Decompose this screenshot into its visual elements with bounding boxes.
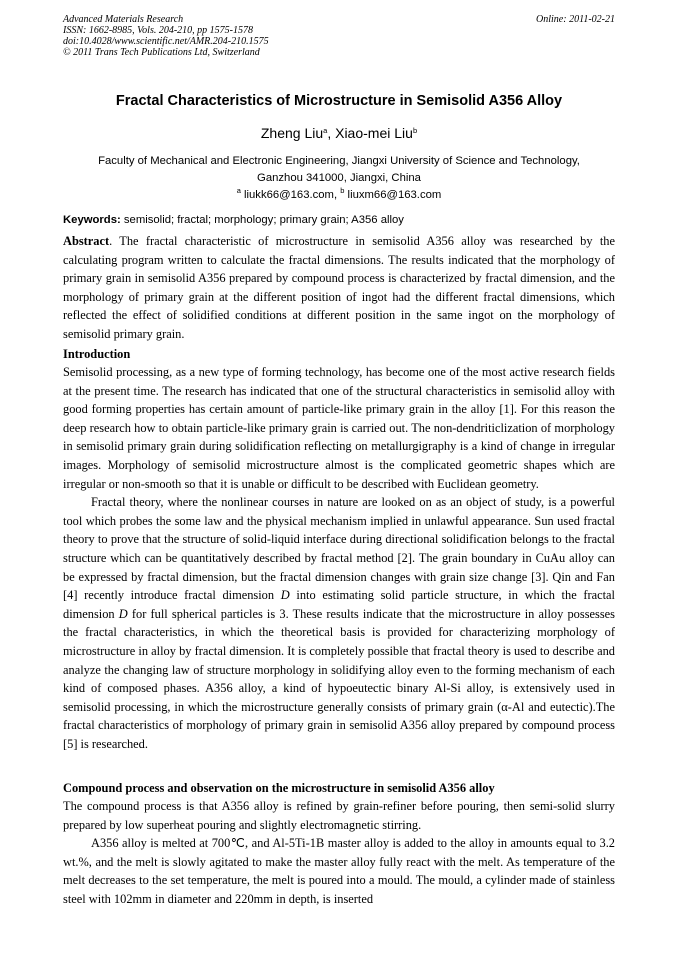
abstract [63, 232, 615, 344]
affiliation-line: Ganzhou 341000, Jiangxi, China [257, 172, 421, 184]
keywords-text: semisolid; fractal; morphology; primary grain; A356 alloy [120, 214, 404, 226]
paragraph-text: Fractal theory, where the nonlinear courses in nature are looked on as an object of study, is a powerful tool which probes the some law and the physical mechanism implied in unlawful appearance. Sun used fractal theory to prove that the structure of solid-liquid interface during directional solidification belongs to the fractal structure which can be quantitatively described by fractal method [2]. The grain boundary in CuAu alloy can be expressed by fractal dimension, but the fractal dimension changes with grain size change [3]. Qin and Fan [4] recently introduce fractal dimension [63, 495, 615, 603]
copyright-line: © 2011 Trans Tech Publications Ltd, Switzerland [63, 47, 260, 58]
paragraph: A356 alloy is melted at 700℃, and Al-5Ti-1B master alloy is added to the alloy in amounts equal to 3.2 wt.%, and the melt is slowly agitated to make the master alloy fully react with the melt. As temperature of the melt decreases to the set temperature, the melt is poured into a mould. The mould, a cylinder made of stainless steel with 102mm in diameter and 220mm in depth, is inserted [63, 836, 615, 906]
email-line [50, 186, 628, 201]
paper-title: Fractal Characteristics of Microstructure in Semisolid A356 Alloy [115, 93, 563, 109]
compound-process-body [63, 797, 615, 909]
doi-line[interactable]: doi:10.4028/www.scientific.net/AMR.204-210.1575 [63, 36, 269, 47]
paragraph [63, 493, 615, 753]
paragraph-text: into estimating solid particle structure, in which the fractal dimension [63, 588, 615, 621]
author-name: Zheng Liu [260, 125, 324, 141]
email-address[interactable]: liuxm66@163.com [344, 189, 442, 201]
paragraph: The compound process is that A356 alloy is refined by grain-refiner before pouring, then semi-solid slurry prepared by low superheat pouring and slightly electromagnetic stirring. [63, 799, 615, 832]
section-heading-introduction: Introduction [63, 347, 131, 361]
keywords-label: Keywords: [63, 214, 121, 226]
email-address[interactable]: liukk66@163.com, [240, 189, 341, 201]
affiliation [50, 153, 628, 187]
issn-line: ISSN: 1662-8985, Vols. 204-210, pp 1575-1578 [63, 25, 253, 36]
math-symbol: D [118, 606, 128, 621]
introduction-body [63, 363, 615, 753]
paragraph: Semisolid processing, as a new type of forming technology, has become one of the most active research fields at the present time. The research has indicated that one of the structural characteristics in semisolid alloy with good forming properties has certain amount of particle-like primary grain in the alloy [1]. For this reason the deep research how to obtain particle-like primary grain is carried out. The non-dendriticlization of morphology in semisolid primary grain during solidification reflecting on metallurgigraphy is a kind of change in irregular images. Morphology of semisolid microstructure almost is the complicated geometric shapes which are irregular or non-smooth so that it is unable or difficult to be described with Euclidean geometry. [63, 365, 615, 491]
author-superscript: a [323, 126, 328, 135]
paragraph-text: for full spherical particles is 3. These results indicate that the microstructure in alloy possesses the fractal characteristics, in which the theoretical basis is provided for characterizing morphology of microstructure in alloy by fractal dimension. It is completely possible that fractal theory is used to describe and analyze the changing law of structure morphology in solidifying alloy even to the forming mechanism of each kind of composed phases. A356 alloy, a kind of hypoeutectic binary Al-Si alloy, is extensively used in semisolid processing, in which the microstructure generally consists of primary grain (α-Al and eutectic).The fractal characteristics of morphology of primary grain in semisolid A356 alloy prepared by compound process [5] is researched. [63, 606, 615, 751]
abstract-label: Abstract [63, 234, 110, 248]
author-separator: , [327, 125, 336, 141]
journal-header [63, 14, 615, 58]
author-name: Xiao-mei Liu [335, 125, 413, 141]
math-symbol: D [280, 588, 290, 603]
section-heading-compound-process: Compound process and observation on the microstructure in semisolid A356 alloy [63, 781, 495, 795]
online-date: Online: 2011-02-21 [536, 14, 615, 25]
affiliation-line: Faculty of Mechanical and Electronic Engineering, Jiangxi University of Science and Technology, [98, 155, 580, 167]
email-superscript: b [340, 186, 345, 195]
author-superscript: b [412, 126, 418, 135]
email-superscript: a [236, 186, 241, 195]
journal-name: Advanced Materials Research [63, 14, 184, 25]
keywords [63, 214, 623, 226]
abstract-text: . The fractal characteristic of microstructure in semisolid A356 alloy was researched by the calculating program written to calculate the fractal dimensions. The results indicated that the morphology of primary grain in semisolid A356 prepared by compound process is characterized by fractal dimension, and the morphology of primary grain at the different position of ingot had the different fractal dimensions, which reflected the effect of solidified conditions at different position in the same ingot on the morphology of semisolid primary grain. [63, 234, 615, 341]
author-line [40, 125, 638, 141]
